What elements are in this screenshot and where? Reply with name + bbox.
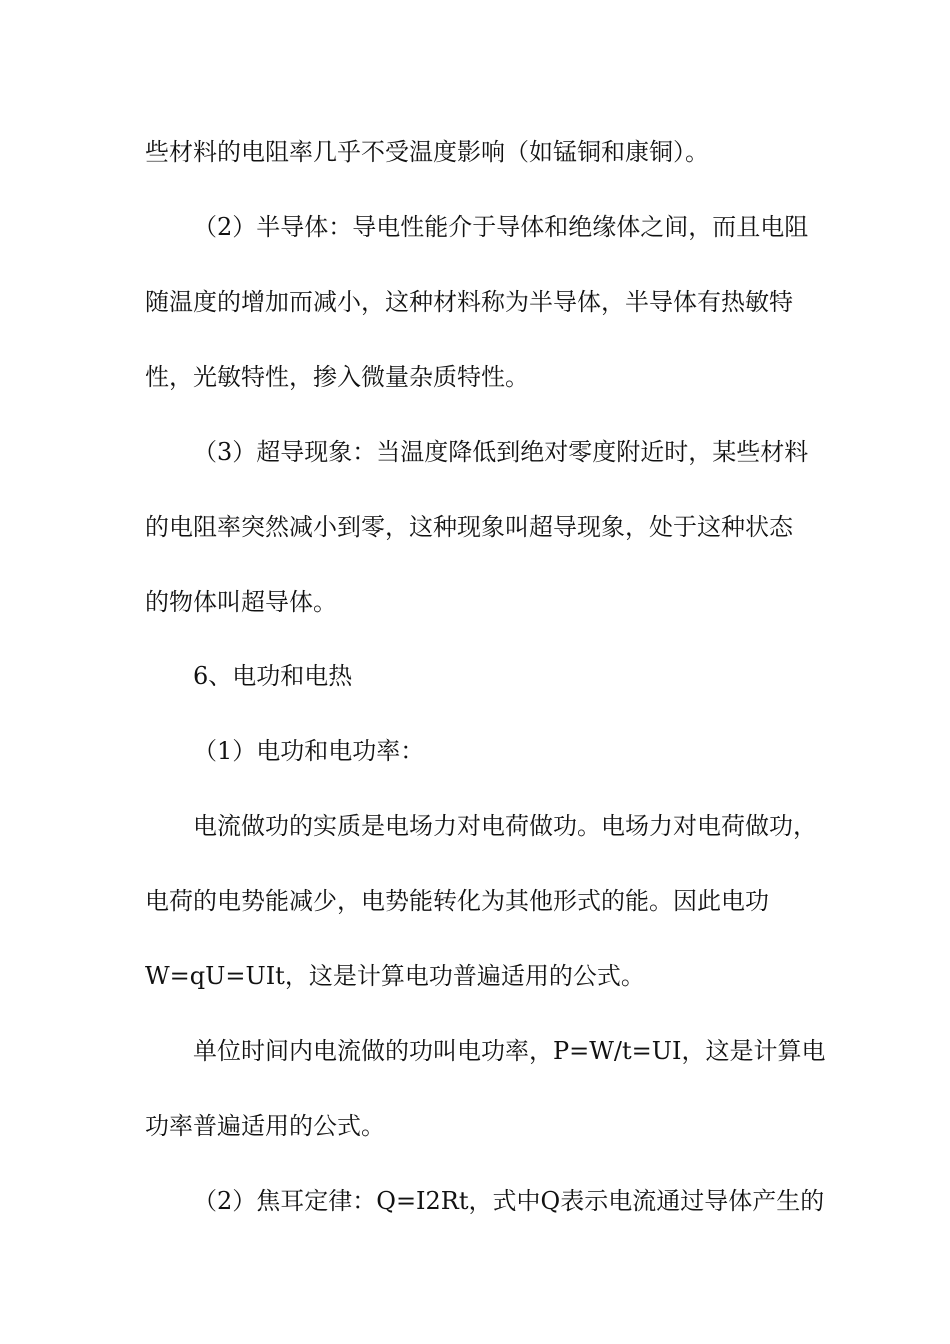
paragraph-line: 性，光敏特性，掺入微量杂质特性。 [145, 363, 529, 391]
paragraph-line-semiconductor: （2）半导体：导电性能介于导体和绝缘体之间，而且电阻 [193, 213, 809, 241]
paragraph-line-continuation: 些材料的电阻率几乎不受温度影响（如锰铜和康铜）。 [145, 138, 709, 166]
paragraph-line-electric-power: 单位时间内电流做的功叫电功率，P=W/t=UI，这是计算电 [193, 1037, 826, 1065]
paragraph-line: 随温度的增加而减小，这种材料称为半导体，半导体有热敏特 [145, 288, 793, 316]
subsection-heading: （1）电功和电功率： [193, 737, 425, 765]
formula-line: W=qU=UIt，这是计算电功普遍适用的公式。 [145, 962, 645, 990]
section-heading: 6、电功和电热 [193, 662, 353, 690]
paragraph-line: 的物体叫超导体。 [145, 588, 337, 616]
paragraph-line: 功率普遍适用的公式。 [145, 1112, 385, 1140]
paragraph-line: 电荷的电势能减少，电势能转化为其他形式的能。因此电功 [145, 887, 769, 915]
paragraph-line: 的电阻率突然减小到零，这种现象叫超导现象，处于这种状态 [145, 513, 793, 541]
paragraph-line-electric-work: 电流做功的实质是电场力对电荷做功。电场力对电荷做功， [193, 812, 817, 840]
paragraph-line-joule-law: （2）焦耳定律：Q=I2Rt，式中Q表示电流通过导体产生的 [193, 1187, 825, 1215]
paragraph-line-superconductivity: （3）超导现象：当温度降低到绝对零度附近时，某些材料 [193, 438, 809, 466]
